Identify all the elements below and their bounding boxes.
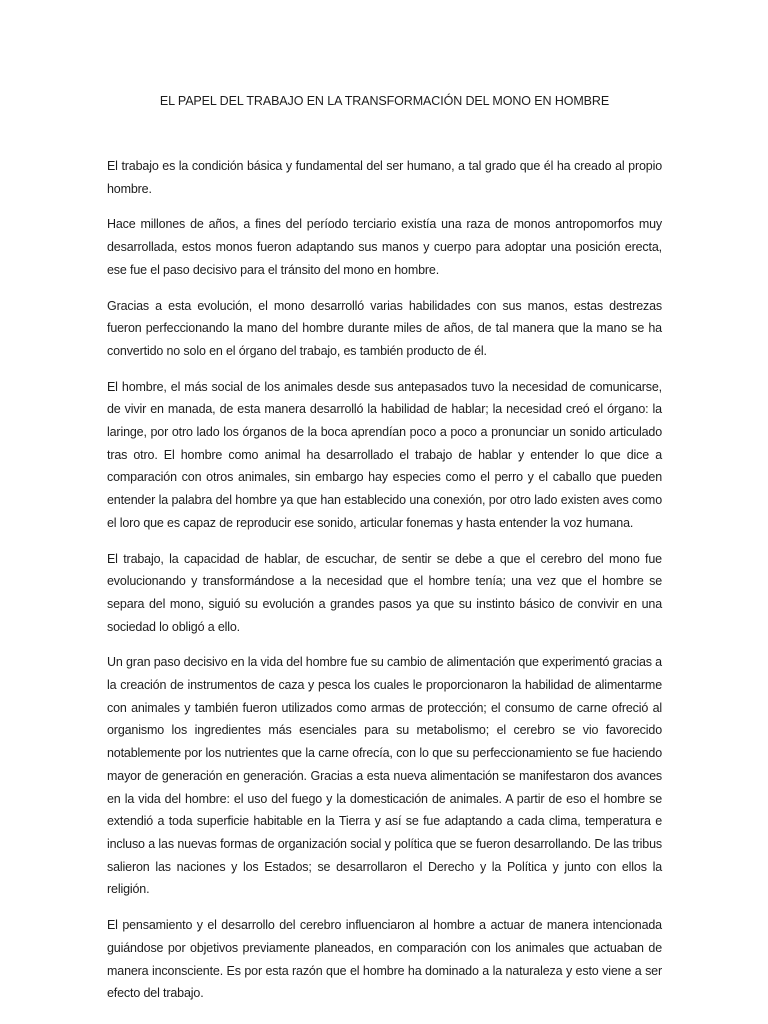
document-body xyxy=(107,155,662,1018)
paragraph-6: Un gran paso decisivo en la vida del hombre fue su cambio de alimentación que experimentó gracias a la creación de instrumentos de caza y pesca los cuales le proporcionaron la habilidad de alimentarme con animales y también fueron utilizados como armas de protección; el consumo de carne ofreció al organismo los ingredientes más esenciales para su metabolismo; el cerebro se vio favorecido notablemente por los nutrientes que la carne ofrecía, con lo que su perfeccionamiento se fue haciendo mayor de generación en generación. Gracias a esta nueva alimentación se manifestaron dos avances en la vida del hombre: el uso del fuego y la domesticación de animales. A partir de eso el hombre se extendió a toda superficie habitable en la Tierra y así se fue adaptando a cada clima, temperatura e incluso a las nuevas formas de organización social y política que se fueron desarrollando. De las tribus salieron las naciones y los Estados; se desarrollaron el Derecho y la Política y junto con ellos la religión. xyxy=(107,655,662,897)
paragraph-7: El pensamiento y el desarrollo del cerebro influenciaron al hombre a actuar de manera intencionada guiándose por objetivos previamente planeados, en comparación con los animales que actuaban de manera inconsciente. Es por esta razón que el hombre ha dominado a la naturaleza y esto viene a ser efecto del trabajo. xyxy=(107,918,662,1001)
paragraph-3: Gracias a esta evolución, el mono desarrolló varias habilidades con sus manos, estas destrezas fueron perfeccionando la mano del hombre durante miles de años, de tal manera que la mano se ha convertido no solo en el órgano del trabajo, es también producto de él. xyxy=(107,298,662,358)
paragraph-1: El trabajo es la condición básica y fundamental del ser humano, a tal grado que él ha creado al propio hombre. xyxy=(107,159,662,196)
paragraph-5: El trabajo, la capacidad de hablar, de escuchar, de sentir se debe a que el cerebro del mono fue evolucionando y transformándose a la necesidad que el hombre tenía; una vez que el hombre se separa del mono, siguió su evolución a grandes pasos ya que su instinto básico de convivir en una sociedad lo obligó a ello. xyxy=(107,551,662,634)
paragraph-4: El hombre, el más social de los animales desde sus antepasados tuvo la necesidad de comunicarse, de vivir en manada, de esta manera desarrolló la habilidad de hablar; la necesidad creó el órgano: la laringe, por otro lado los órganos de la boca aprendían poco a poco a pronunciar un sonido articulado tras otro. El hombre como animal ha desarrollado el trabajo de hablar y entender lo que dice a comparación con otros animales, sin embargo hay especies como el perro y el caballo que pueden entender la palabra del hombre ya que han establecido una conexión, por otro lado existen aves como el loro que es capaz de reproducir ese sonido, articular fonemas y hasta entender la voz humana. xyxy=(107,379,662,530)
paragraph-2: Hace millones de años, a fines del período terciario existía una raza de monos antropomorfos muy desarrollada, estos monos fueron adaptando sus manos y cuerpo para adoptar una posición erecta, ese fue el paso decisivo para el tránsito del mono en hombre. xyxy=(107,217,662,277)
document-title: EL PAPEL DEL TRABAJO EN LA TRANSFORMACIÓN DEL MONO EN HOMBRE xyxy=(159,94,610,108)
